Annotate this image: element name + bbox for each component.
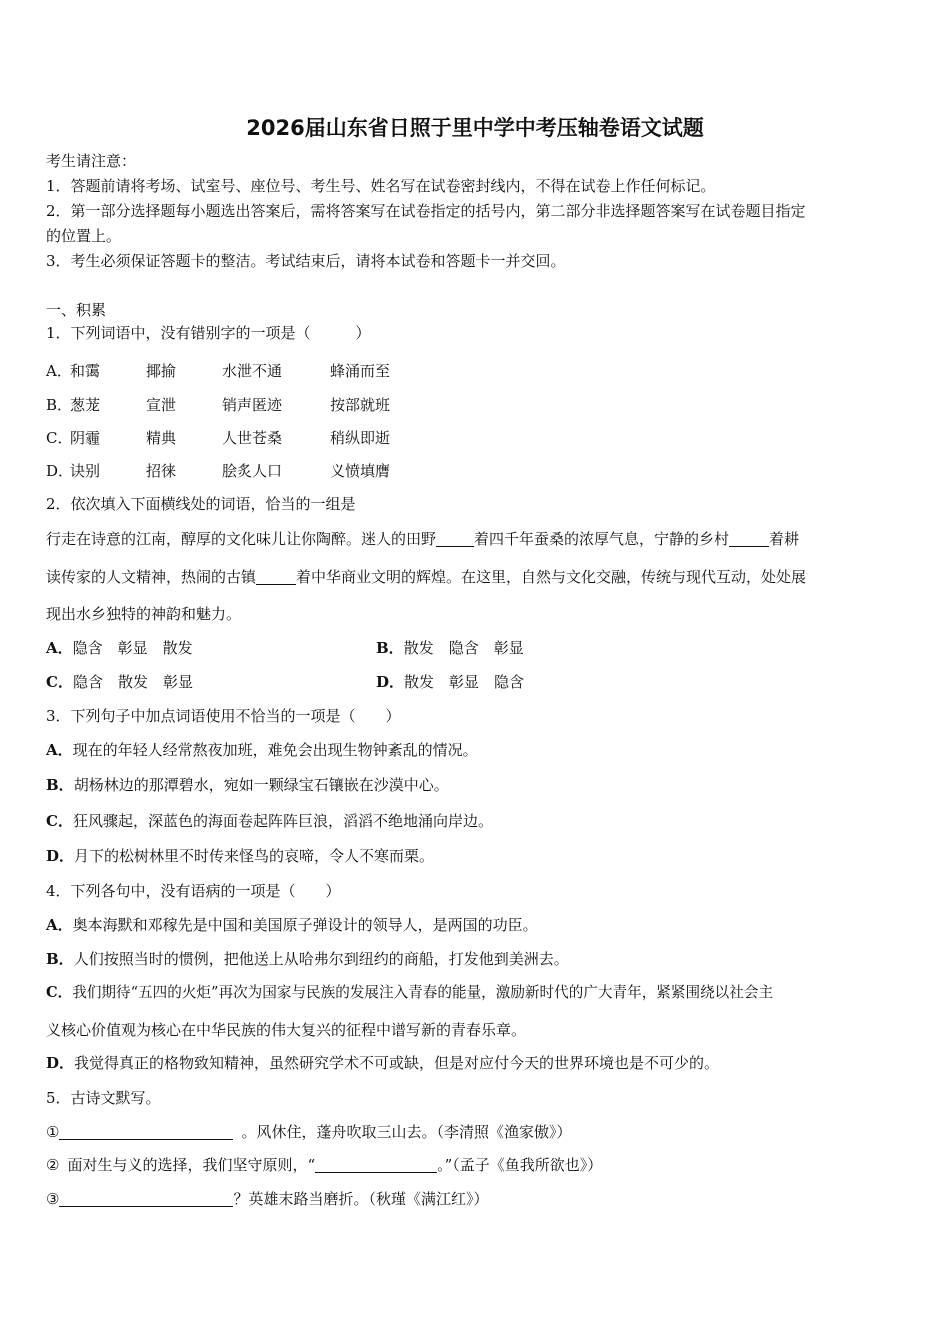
option-text: 月下的松树林里不时传来怪鸟的哀啼，令人不寒而栗。: [74, 847, 435, 865]
option-text: 奥本海默和邓稼先是中国和美国原子弹设计的领导人，是两国的功臣。: [72, 916, 538, 934]
option-word: 和霭: [70, 362, 101, 380]
q2-option-a[interactable]: [46, 637, 376, 659]
option-text: 我们期待“五四的火炬”再次为国家与民族的发展注入青春的能量，激励新时代的广大青年，紧紧围绕以社会主: [72, 984, 774, 1001]
question-5-stem: 5．古诗文默写。: [46, 1089, 161, 1107]
question-4-stem: 4．下列各句中，没有语病的一项是（ ）: [46, 882, 341, 900]
option-text: 狂风骤起，深蓝色的海面卷起阵阵巨浪，滔滔不绝地涌向岸边。: [72, 812, 493, 830]
q1-option-c[interactable]: [46, 427, 390, 449]
question-3-stem: 3．下列句子中加点词语使用不恰当的一项是（ ）: [46, 707, 401, 725]
option-text: 隐含 散发 彰显: [72, 673, 193, 691]
option-word: 葱茏: [70, 396, 101, 414]
fill-blank[interactable]: [256, 568, 296, 585]
notice-heading: 考生请注意：: [46, 152, 137, 170]
line-text: ？英雄末路当磨折。（秋瑾《满江红》）: [233, 1190, 489, 1208]
section-heading: 一、积累: [46, 301, 107, 319]
option-word: 揶揄: [146, 362, 177, 380]
fill-blank[interactable]: [729, 530, 769, 547]
question-1-stem: 1．下列词语中，没有错别字的一项是（ ）: [46, 324, 371, 342]
option-label: C．: [46, 673, 73, 691]
option-label: A．: [46, 362, 72, 380]
option-text: 隐含 彰显 散发: [72, 639, 193, 657]
q2-passage-line: [46, 528, 799, 550]
option-text: 散发 隐含 彰显: [403, 639, 524, 657]
q1-option-b[interactable]: [46, 394, 390, 416]
option-label: B．: [46, 396, 73, 414]
q3-option-d[interactable]: [46, 845, 434, 867]
q2-option-d[interactable]: [376, 673, 524, 691]
q4-option-c[interactable]: [46, 982, 773, 1004]
notice-item: 3．考生必须保证答题卡的整洁。考试结束后，请将本试卷和答题卡一并交回。: [46, 252, 566, 270]
option-label: B．: [46, 776, 74, 794]
option-word: 人世苍桑: [222, 429, 283, 447]
option-word: 蜂涌而至: [330, 362, 391, 380]
option-word: 招徕: [146, 462, 177, 480]
option-word: 销声匿迹: [222, 396, 283, 414]
option-label: B．: [46, 950, 74, 968]
q4-option-c-cont: 义核心价值观为核心在中华民族的伟大复兴的征程中谱写新的青春乐章。: [46, 1021, 527, 1039]
option-word: 阴霾: [70, 429, 101, 447]
option-text: 散发 彰显 隐含: [404, 673, 525, 691]
option-word: 稍纵即逝: [330, 429, 391, 447]
q4-option-d[interactable]: [46, 1052, 719, 1074]
q3-option-b[interactable]: [46, 774, 449, 796]
q1-option-a[interactable]: [46, 360, 390, 382]
option-label: D．: [46, 1054, 75, 1072]
notice-item: 的位置上。: [46, 227, 122, 245]
fill-blank[interactable]: [436, 530, 474, 547]
q3-option-a[interactable]: [46, 739, 478, 761]
option-text: 我觉得真正的格物致知精神，虽然研究学术不可或缺，但是对应付今天的世界环境也是不可少的。: [74, 1054, 720, 1072]
passage-text: 着中华商业文明的辉煌。在这里，自然与文化交融，传统与现代互动，处处展: [296, 568, 807, 586]
q5-line-3: [46, 1188, 488, 1210]
q5-line-2: [46, 1154, 602, 1176]
option-word: 诀别: [70, 462, 101, 480]
q4-option-b[interactable]: [46, 948, 569, 970]
option-word: 按部就班: [330, 396, 391, 414]
option-label: A．: [46, 916, 73, 934]
passage-text: 着耕: [769, 530, 800, 548]
option-word: 水泄不通: [222, 362, 283, 380]
passage-text: 行走在诗意的江南，醇厚的文化味儿让你陶醉。迷人的田野: [46, 530, 437, 548]
q3-option-c[interactable]: [46, 810, 493, 832]
option-word: 脍炙人口: [222, 462, 283, 480]
q2-passage-line: 现出水乡独特的神韵和魅力。: [46, 605, 242, 623]
line-text: 。”（孟子《鱼我所欲也》）: [437, 1156, 603, 1174]
line-text: 。风休住，蓬舟吹取三山去。（李清照《渔家傲》）: [241, 1123, 572, 1141]
item-number: ②: [46, 1156, 60, 1174]
fill-blank[interactable]: [59, 1123, 233, 1140]
fill-blank[interactable]: [315, 1156, 437, 1173]
q2-options-row: [46, 671, 524, 693]
notice-item: 2．第一部分选择题每小题选出答案后，需将答案写在试卷指定的括号内，第二部分非选择题答案写在试卷题目指定: [46, 202, 806, 220]
option-text: 人们按照当时的惯例，把他送上从哈弗尔到纽约的商船，打发他到美洲去。: [73, 950, 569, 968]
option-label: C．: [46, 429, 73, 447]
option-label: D．: [46, 847, 75, 865]
page-title: 2026届山东省日照于里中学中考压轴卷语文试题: [246, 116, 704, 140]
fill-blank[interactable]: [59, 1190, 233, 1207]
q2-options-row: [46, 637, 524, 659]
option-label: B．: [376, 639, 404, 657]
option-text: 胡杨林边的那潭碧水，宛如一颗绿宝石镶嵌在沙漠中心。: [73, 776, 449, 794]
q2-passage-line: [46, 566, 806, 588]
q5-line-1: [46, 1121, 571, 1143]
q2-option-b[interactable]: [376, 639, 524, 657]
option-word: 义愤填膺: [330, 462, 391, 480]
q4-option-a[interactable]: [46, 914, 538, 936]
notice-item: 1．答题前请将考场、试室号、座位号、考生号、姓名写在试卷密封线内，不得在试卷上作任何标记。: [46, 177, 716, 195]
option-label: D．: [376, 673, 405, 691]
passage-text: 着四千年蚕桑的浓厚气息，宁静的乡村: [474, 530, 730, 548]
option-label: A．: [46, 741, 73, 759]
item-number: ③: [46, 1190, 60, 1208]
line-text: 面对生与义的选择，我们坚守原则，“: [67, 1156, 316, 1174]
option-label: C．: [46, 984, 73, 1001]
question-2-stem: 2．依次填入下面横线处的词语，恰当的一组是: [46, 495, 356, 513]
option-label: C．: [46, 812, 73, 830]
q1-option-d[interactable]: [46, 460, 390, 482]
item-number: ①: [46, 1123, 60, 1141]
option-label: A．: [46, 639, 73, 657]
option-word: 宣泄: [146, 396, 177, 414]
option-label: D．: [46, 462, 74, 480]
option-word: 精典: [146, 429, 177, 447]
option-text: 现在的年轻人经常熬夜加班，难免会出现生物钟紊乱的情况。: [72, 741, 478, 759]
q2-option-c[interactable]: [46, 671, 376, 693]
passage-text: 读传家的人文精神，热闹的古镇: [46, 568, 257, 586]
